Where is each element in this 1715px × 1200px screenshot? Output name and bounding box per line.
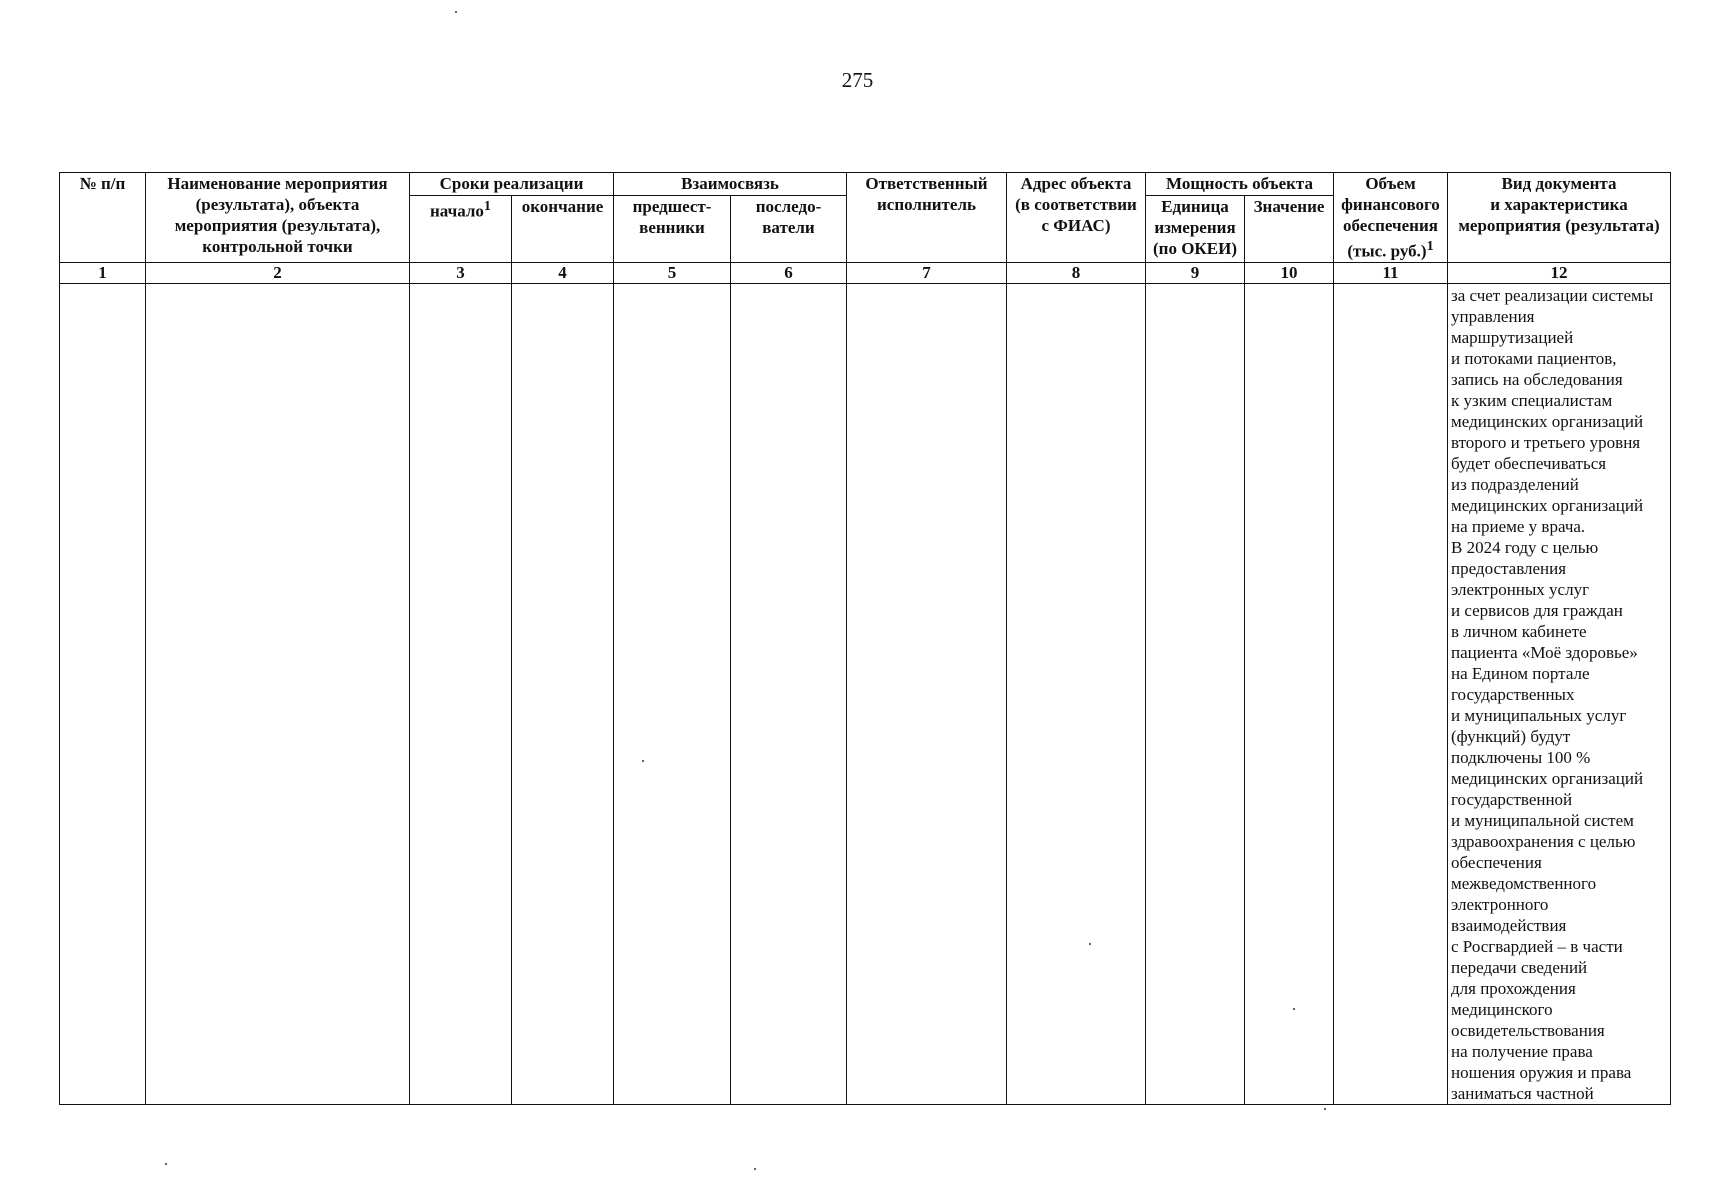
description-line: межведомственного [1451, 873, 1597, 893]
column-number: 9 [1146, 262, 1245, 283]
header-unit: Единица измерения (по ОКЕИ) [1146, 195, 1245, 262]
description-line: государственных [1451, 684, 1575, 704]
description-line: медицинских организаций [1451, 495, 1644, 515]
description-line: второго и третьего уровня [1451, 432, 1641, 452]
cell-successors [731, 283, 847, 1104]
header-predecessors: предшест- венники [614, 195, 731, 262]
header-row-1 [60, 173, 1671, 196]
description-line: к узким специалистам [1451, 390, 1613, 410]
header-activity-name: Наименование мероприятия (результата), объекта мероприятия (результата), контрольной точки [146, 173, 410, 263]
column-number: 10 [1245, 262, 1334, 283]
column-number: 3 [410, 262, 512, 283]
description-line: обеспечения [1451, 852, 1542, 872]
column-number: 2 [146, 262, 410, 283]
description-line: из подразделений [1451, 474, 1579, 494]
scan-speck [165, 1163, 167, 1165]
column-number: 4 [512, 262, 614, 283]
description-line: электронного [1451, 894, 1549, 914]
header-number: № п/п [60, 173, 146, 263]
description-line: взаимодействия [1451, 915, 1567, 935]
column-number: 1 [60, 262, 146, 283]
scan-speck [1089, 943, 1091, 945]
description-line: за счет реализации системы [1451, 285, 1654, 305]
cell-value [1245, 283, 1334, 1104]
column-number: 5 [614, 262, 731, 283]
description-line: подключены 100 % [1451, 747, 1591, 767]
header-funding: Объем финансового обеспечения (тыс. руб.)$^1$ [1334, 173, 1448, 263]
description-line: (функций) будут [1451, 726, 1571, 746]
column-number: 6 [731, 262, 847, 283]
description-line: медицинских организаций [1451, 411, 1644, 431]
description-line: электронных услуг [1451, 579, 1590, 599]
description-line: будет обеспечиваться [1451, 453, 1607, 473]
description-line: на Едином портале [1451, 663, 1590, 683]
description-line: на приеме у врача. [1451, 516, 1586, 536]
cell-address [1007, 283, 1146, 1104]
description-line: пациента «Моё здоровье» [1451, 642, 1638, 662]
description-line: здравоохранения с целью [1451, 831, 1636, 851]
description-line: государственной [1451, 789, 1573, 809]
table-row [60, 283, 1671, 1104]
column-number: 7 [847, 262, 1007, 283]
scan-speck [455, 11, 457, 13]
description-line: управления [1451, 306, 1535, 326]
description-line: и муниципальной систем [1451, 810, 1634, 830]
header-start: начало$^1$ [410, 195, 512, 262]
header-value: Значение [1245, 195, 1334, 262]
description-line: В 2024 году с целью [1451, 537, 1599, 557]
description-line: и потоками пациентов, [1451, 348, 1617, 368]
cell-funding [1334, 283, 1448, 1104]
description-line: медицинских организаций [1451, 768, 1644, 788]
description-line: предоставления [1451, 558, 1567, 578]
description-line: на получение права [1451, 1041, 1593, 1061]
description-line: в личном кабинете [1451, 621, 1587, 641]
cell-number [60, 283, 146, 1104]
page-number: 275 [841, 68, 874, 92]
description-line: для прохождения [1451, 978, 1576, 998]
scan-speck [754, 1168, 756, 1170]
cell-predecessors [614, 283, 731, 1104]
header-relationship: Взаимосвязь [614, 173, 847, 196]
scan-speck [1293, 1008, 1295, 1010]
description-line: освидетельствования [1451, 1020, 1605, 1040]
cell-responsible [847, 283, 1007, 1104]
activities-table [59, 172, 1671, 1105]
header-timeframe: Сроки реализации [410, 173, 614, 196]
column-number-row [60, 262, 1671, 283]
column-number: 12 [1448, 262, 1671, 283]
column-number: 8 [1007, 262, 1146, 283]
description-line: и муниципальных услуг [1451, 705, 1627, 725]
column-number: 11 [1334, 262, 1448, 283]
description-line: передачи сведений [1451, 957, 1588, 977]
scan-speck [1324, 1108, 1326, 1110]
description-line: маршрутизацией [1451, 327, 1574, 347]
description-line: и сервисов для граждан [1451, 600, 1623, 620]
cell-unit [1146, 283, 1245, 1104]
header-capacity: Мощность объекта [1146, 173, 1334, 196]
header-document-type: Вид документа и характеристика мероприятия (результата) [1448, 173, 1671, 263]
description-line: медицинского [1451, 999, 1553, 1019]
cell-end [512, 283, 614, 1104]
header-address: Адрес объекта (в соответствии с ФИАС) [1007, 173, 1146, 263]
description-line: заниматься частной [1451, 1083, 1594, 1103]
description-line: с Росгвардией – в части [1451, 936, 1623, 956]
header-successors: последо- ватели [731, 195, 847, 262]
cell-activity-name [146, 283, 410, 1104]
description-line: ношения оружия и права [1451, 1062, 1632, 1082]
description-line: запись на обследования [1451, 369, 1623, 389]
scan-speck [642, 760, 644, 762]
header-end: окончание [512, 195, 614, 262]
header-responsible: Ответственный исполнитель [847, 173, 1007, 263]
cell-start [410, 283, 512, 1104]
cell-document-description [1448, 283, 1671, 1104]
